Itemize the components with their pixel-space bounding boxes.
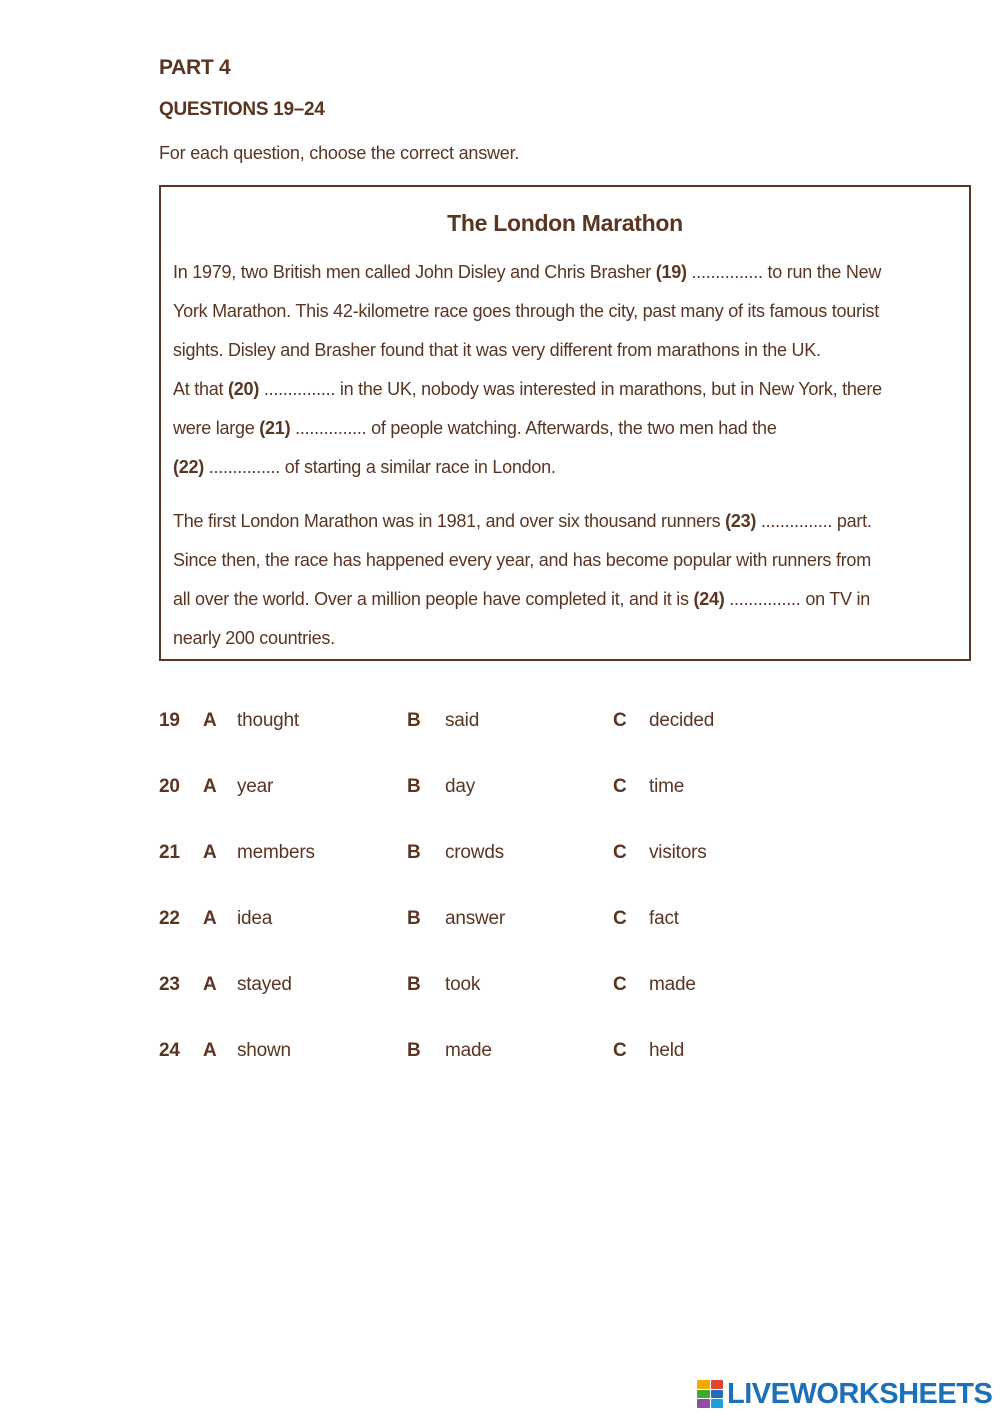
option-c[interactable]: time <box>649 776 685 797</box>
answer-options <box>159 710 859 1106</box>
passage-line: sights. Disley and Brasher found that it was very different from marathons in the UK. <box>173 340 821 360</box>
option-c-label: C <box>613 710 627 731</box>
question-row-23 <box>159 974 859 1040</box>
option-c-label: C <box>613 776 627 797</box>
option-a-label: A <box>203 776 217 797</box>
passage-line: York Marathon. This 42-kilometre race goes through the city, past many of its famous tourist <box>173 301 880 321</box>
option-b-label: B <box>407 908 421 929</box>
option-b[interactable]: crowds <box>445 842 504 863</box>
option-a-label: A <box>203 974 217 995</box>
option-b-label: B <box>407 710 421 731</box>
option-a[interactable]: year <box>237 776 274 797</box>
option-a-label: A <box>203 1040 217 1061</box>
option-c[interactable]: visitors <box>649 842 707 863</box>
option-c-label: C <box>613 974 627 995</box>
option-c[interactable]: held <box>649 1040 685 1061</box>
question-number: 24 <box>159 1040 180 1061</box>
question-row-20 <box>159 776 859 842</box>
option-a-label: A <box>203 908 217 929</box>
option-a[interactable]: stayed <box>237 974 292 995</box>
passage-line: were large (21) ............... of people watching. Afterwards, the two men had the <box>173 418 777 438</box>
question-row-22 <box>159 908 859 974</box>
option-b-label: B <box>407 1040 421 1061</box>
gap-number: (24) <box>693 589 725 609</box>
option-a-label: A <box>203 710 217 731</box>
passage-line: Since then, the race has happened every year, and has become popular with runners from <box>173 550 871 570</box>
question-number: 19 <box>159 710 180 731</box>
question-number: 22 <box>159 908 180 929</box>
option-c[interactable]: decided <box>649 710 715 731</box>
option-b[interactable]: made <box>445 1040 492 1061</box>
passage-line: At that (20) ............... in the UK, nobody was interested in marathons, but in New York, there <box>173 379 882 399</box>
option-b-label: B <box>407 974 421 995</box>
option-c-label: C <box>613 908 627 929</box>
questions-title: QUESTIONS 19–24 <box>159 99 325 120</box>
option-a[interactable]: members <box>237 842 315 863</box>
option-a[interactable]: idea <box>237 908 273 929</box>
gap-number: (22) <box>173 457 205 477</box>
option-b[interactable]: answer <box>445 908 506 929</box>
question-number: 23 <box>159 974 180 995</box>
passage-line: all over the world. Over a million people have completed it, and it is (24) ............... on TV in <box>173 589 871 609</box>
gap-number: (20) <box>228 379 260 399</box>
option-b[interactable]: took <box>445 974 481 995</box>
option-c[interactable]: made <box>649 974 696 995</box>
option-a[interactable]: shown <box>237 1040 291 1061</box>
option-c[interactable]: fact <box>649 908 679 929</box>
option-b[interactable]: said <box>445 710 480 731</box>
option-c-label: C <box>613 1040 627 1061</box>
liveworksheets-logo-icon <box>697 1380 723 1408</box>
gap-number: (21) <box>259 418 291 438</box>
question-number: 21 <box>159 842 180 863</box>
liveworksheets-logo[interactable] <box>697 1377 992 1411</box>
passage-box <box>159 185 971 661</box>
passage-title: The London Marathon <box>447 210 683 236</box>
instruction-text: For each question, choose the correct answer. <box>159 143 520 163</box>
gap-number: (23) <box>725 511 757 531</box>
question-row-19 <box>159 710 859 776</box>
option-a[interactable]: thought <box>237 710 299 731</box>
question-row-24 <box>159 1040 859 1106</box>
passage-line: The first London Marathon was in 1981, and over six thousand runners (23) ............... part. <box>173 511 872 531</box>
passage-line: In 1979, two British men called John Disley and Chris Brasher (19) ............... to run the New <box>173 262 882 282</box>
option-b[interactable]: day <box>445 776 476 797</box>
passage-line: nearly 200 countries. <box>173 628 335 648</box>
passage-line: (22) ............... of starting a similar race in London. <box>173 457 556 477</box>
question-number: 20 <box>159 776 180 797</box>
option-b-label: B <box>407 842 421 863</box>
question-row-21 <box>159 842 859 908</box>
option-b-label: B <box>407 776 421 797</box>
part-title: PART 4 <box>159 56 231 79</box>
option-c-label: C <box>613 842 627 863</box>
gap-number: (19) <box>655 262 687 282</box>
option-a-label: A <box>203 842 217 863</box>
liveworksheets-brand-text: LIVEWORKSHEETS <box>727 1377 993 1410</box>
